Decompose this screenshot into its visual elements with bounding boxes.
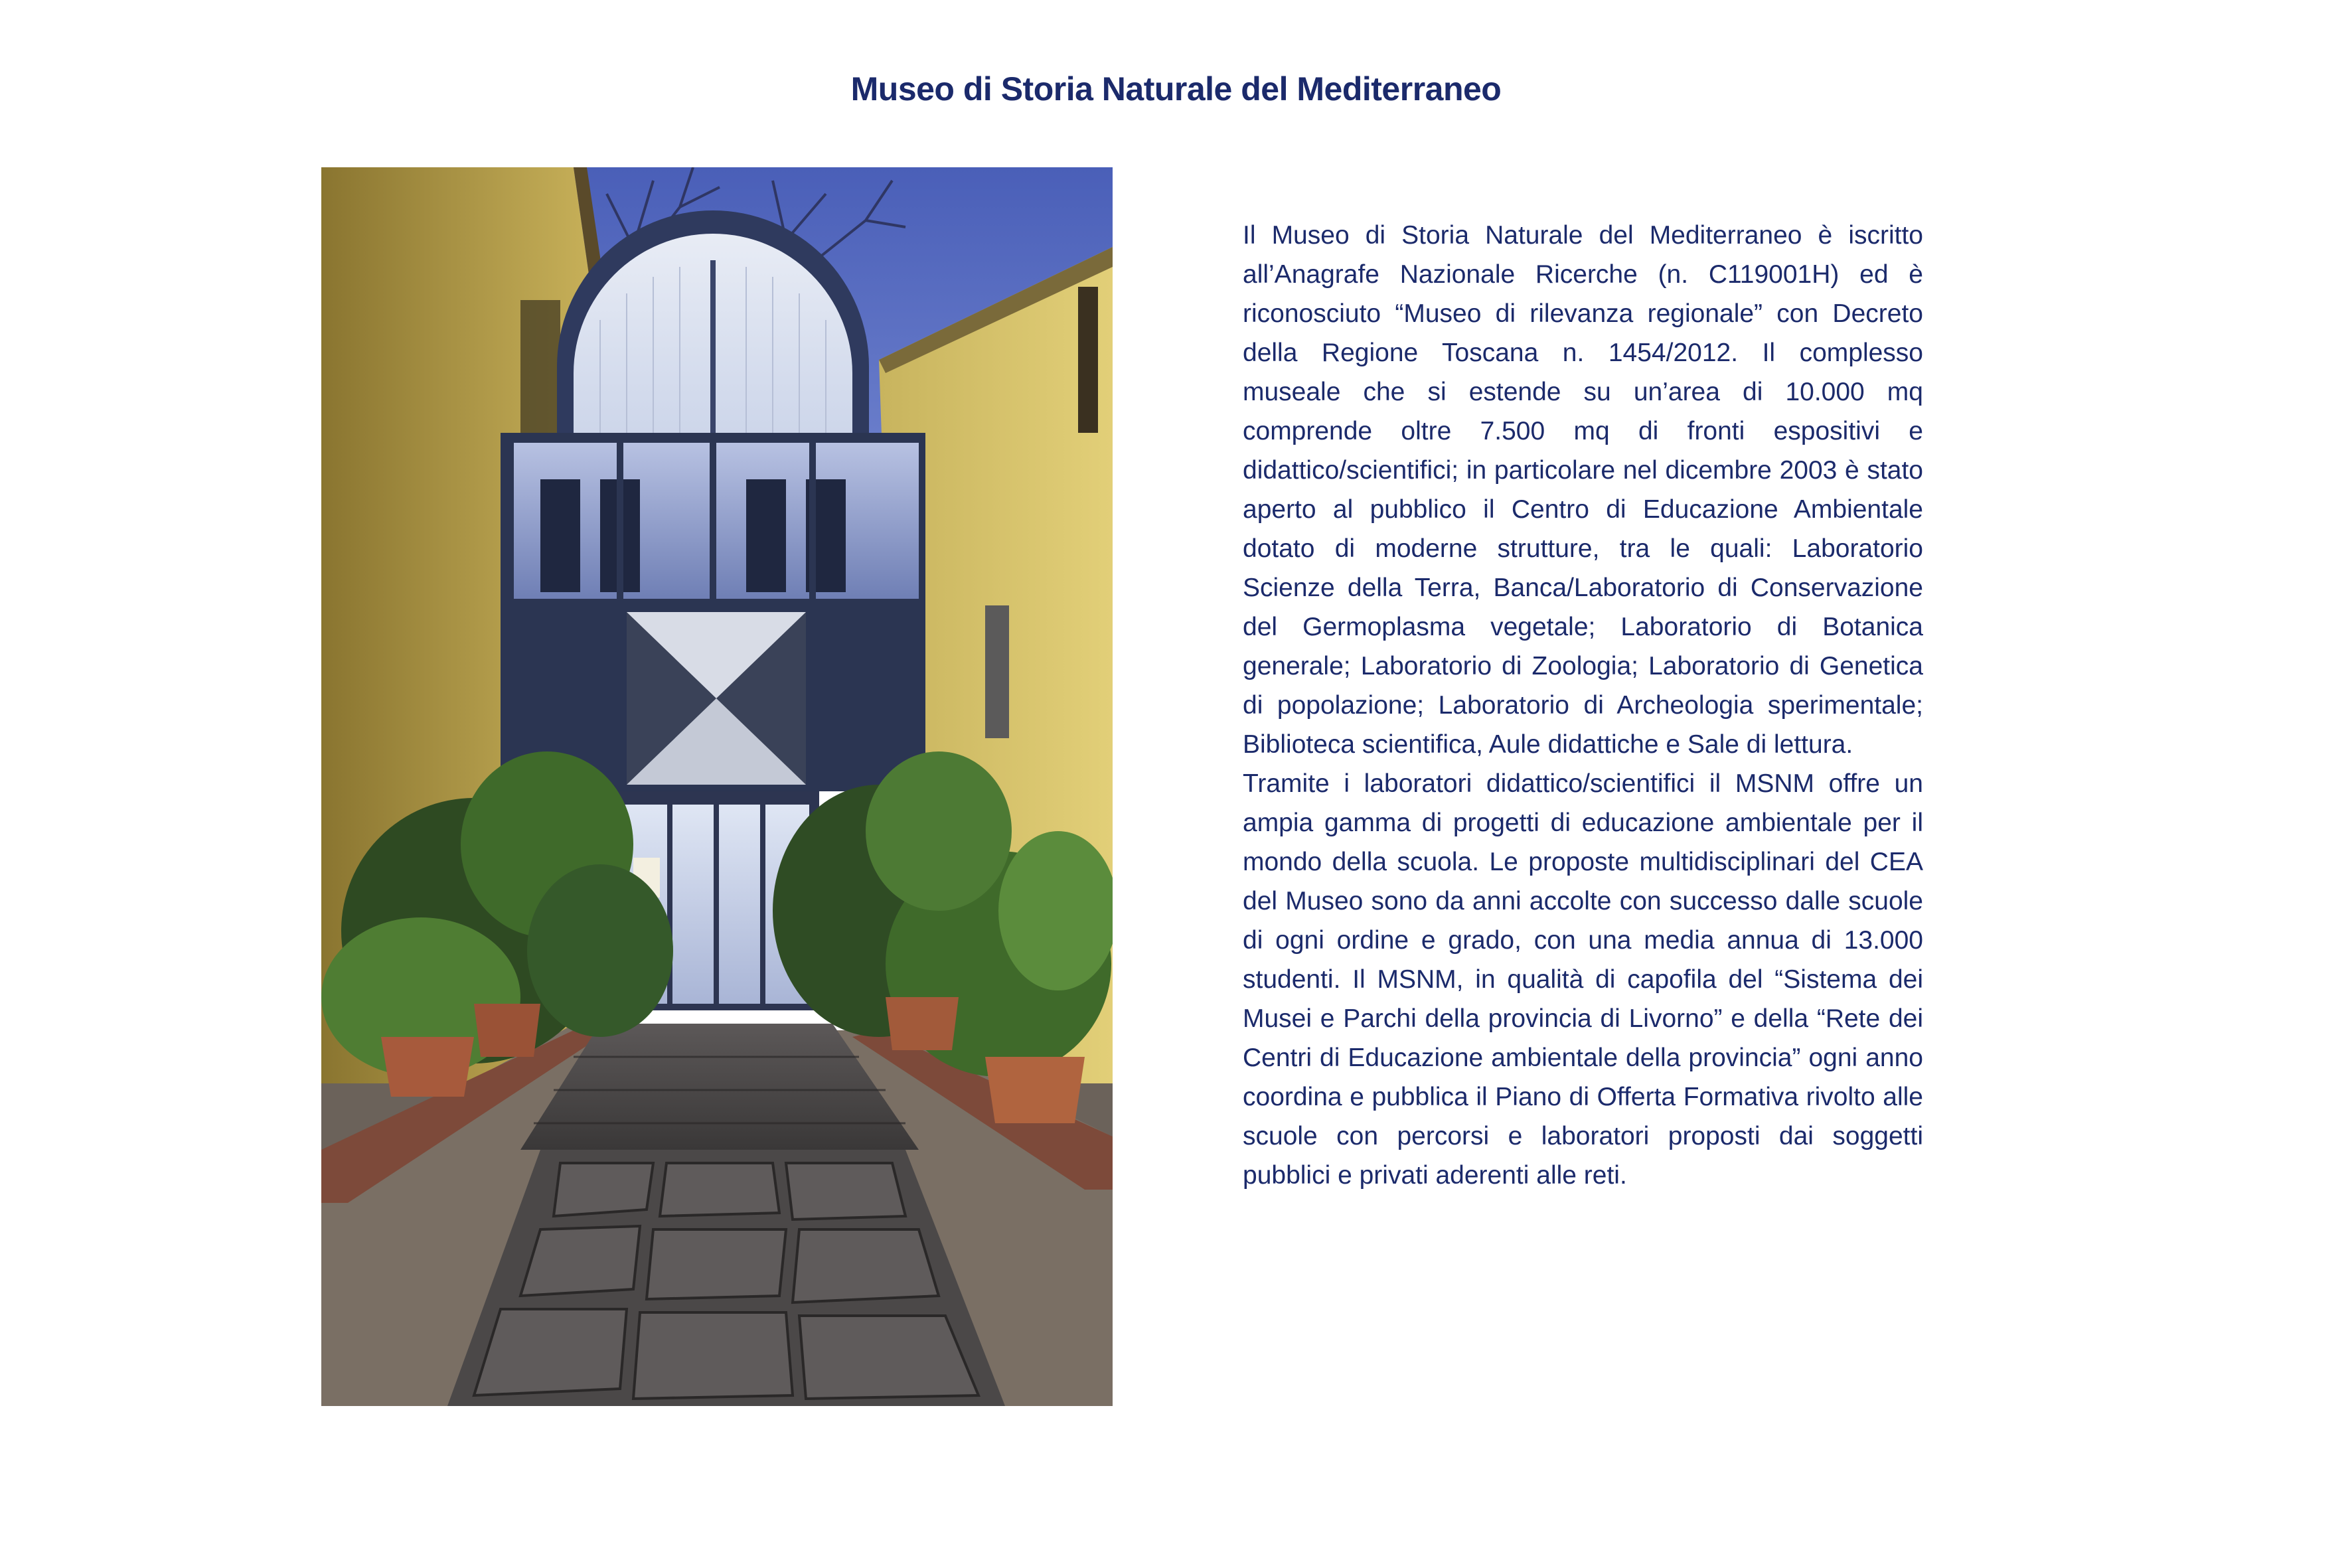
description-paragraph-2: Tramite i laboratori didattico/scientifici il MSNM offre un ampia gamma di progetti di educazione ambientale per il mondo della scuola. Le proposte multidisciplinari del CEA del Museo sono da anni accolte con successo dalle scuole di ogni ordine e grado, con una media annua di 13.000 studenti. Il MSNM, in qualità di capofila del “Sistema dei Musei e Parchi della provincia di Livorno” e della “Rete dei Centri di Educazione ambientale della provincia” ogni anno coordina e pubblica il Piano di Offerta Formativa rivolto alle scuole con percorsi e laboratori proposti dai soggetti pubblici e privati aderenti alle reti. <box>1243 769 1923 1190</box>
museum-entrance-photo <box>321 167 1113 1406</box>
description-paragraph-1: Il Museo di Storia Naturale del Mediterraneo è iscritto all’Anagrafe Nazionale Ricerche (n. C119001H) ed è riconosciuto “Museo di rilevanza regionale” con Decreto della Regione Toscana n. 1454/2012. Il complesso museale che si estende su un’area di 10.000 mq comprende oltre 7.500 mq di fronti espositivi e didattico/scientifici; in particolare nel dicembre 2003 è stato aperto al pubblico il Centro di Educazione Ambientale dotato di moderne strutture, tra le quali: Laboratorio Scienze della Terra, Banca/Laboratorio di Conservazione del Germoplasma vegetale; Laboratorio di Botanica generale; Laboratorio di Zoologia; Laboratorio di Genetica di popolazione; Laboratorio di Archeologia sperimentale; Biblioteca scientifica, Aule didattiche e Sale di lettura. <box>1243 221 1923 759</box>
page-title: Museo di Storia Naturale del Mediterraneo <box>850 70 1502 108</box>
museum-description <box>1243 216 1923 1195</box>
museum-entrance-illustration <box>321 167 1113 1406</box>
